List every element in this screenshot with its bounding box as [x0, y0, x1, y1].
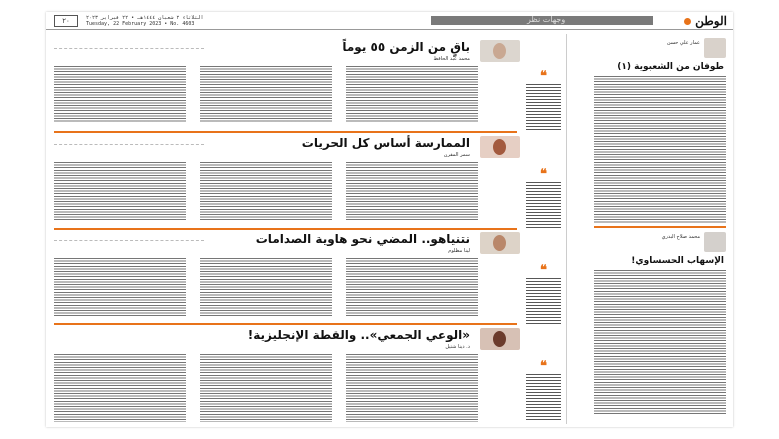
column-body — [594, 76, 726, 224]
column-body — [594, 270, 726, 414]
author-photo — [480, 136, 520, 158]
column-title: طوفان من الشعبوية (١) — [617, 62, 724, 72]
sidebar-rule — [594, 226, 726, 228]
article-body — [54, 354, 479, 422]
article — [54, 40, 520, 130]
article-body — [54, 162, 479, 222]
page-header — [46, 12, 733, 30]
article-rule — [54, 323, 517, 325]
decorative-dashes — [54, 240, 204, 242]
columnist-name: محمد صلاح البدري — [661, 234, 700, 240]
author-photo — [480, 40, 520, 62]
article — [54, 136, 520, 226]
article-headline: نتنياهو.. المضي نحو هاوية الصدامات — [255, 232, 470, 246]
columnist-name: عمار علي حسن — [666, 40, 700, 46]
article-byline: د. دينا شتيل — [445, 344, 470, 350]
dateline — [86, 15, 203, 27]
article-headline: «الوعي الجمعي».. والقطة الإنجليزية! — [247, 328, 470, 342]
columnist-photo — [704, 38, 726, 58]
decorative-dashes — [54, 48, 204, 50]
pull-quote — [526, 69, 561, 132]
quote-icon: ❝ — [540, 167, 547, 182]
logo-icon — [684, 18, 691, 25]
masthead-name: الوطن — [695, 14, 727, 28]
article-byline: سمر المقرن — [443, 152, 470, 158]
article-body — [54, 258, 479, 318]
article-headline: باقٍ من الزمن ٥٥ يوماً — [342, 40, 470, 54]
decorative-dashes — [54, 144, 204, 146]
column-title: الإسهاب الحسساوي! — [631, 256, 724, 266]
masthead — [681, 14, 727, 28]
section-title: وجهات نظر — [527, 15, 566, 24]
author-photo — [480, 328, 520, 350]
page-number: ٢٠ — [54, 15, 78, 27]
header-divider — [46, 29, 733, 30]
quote-icon: ❝ — [540, 263, 547, 278]
pull-quote — [526, 263, 561, 326]
article-rule — [54, 131, 517, 133]
quote-icon: ❝ — [540, 359, 547, 374]
article-body — [54, 66, 479, 122]
column-divider — [566, 34, 567, 424]
author-photo — [480, 232, 520, 254]
article-byline: محمد عبد الحافظ — [433, 56, 470, 62]
article — [54, 328, 520, 424]
article-headline: الممارسة أساس كل الحريات — [301, 136, 470, 150]
columnist-photo — [704, 232, 726, 252]
sidebar-column — [594, 232, 726, 418]
dateline-arabic: الثلاثاء ٢ شعبان ١٤٤٤هـ • ٢٢ فبراير ٢٠٢٣ — [86, 15, 204, 21]
article-byline: لينا مظلوم — [448, 248, 470, 254]
dateline-english: Tuesday, 22 February 2023 • No. 4603 — [86, 21, 195, 27]
sidebar-column — [594, 38, 726, 224]
pull-quote — [526, 359, 561, 422]
article — [54, 232, 520, 322]
quote-icon: ❝ — [540, 69, 547, 84]
article-rule — [54, 228, 517, 230]
newspaper-page — [46, 12, 733, 427]
section-bar — [431, 16, 653, 25]
pull-quote — [526, 167, 561, 230]
